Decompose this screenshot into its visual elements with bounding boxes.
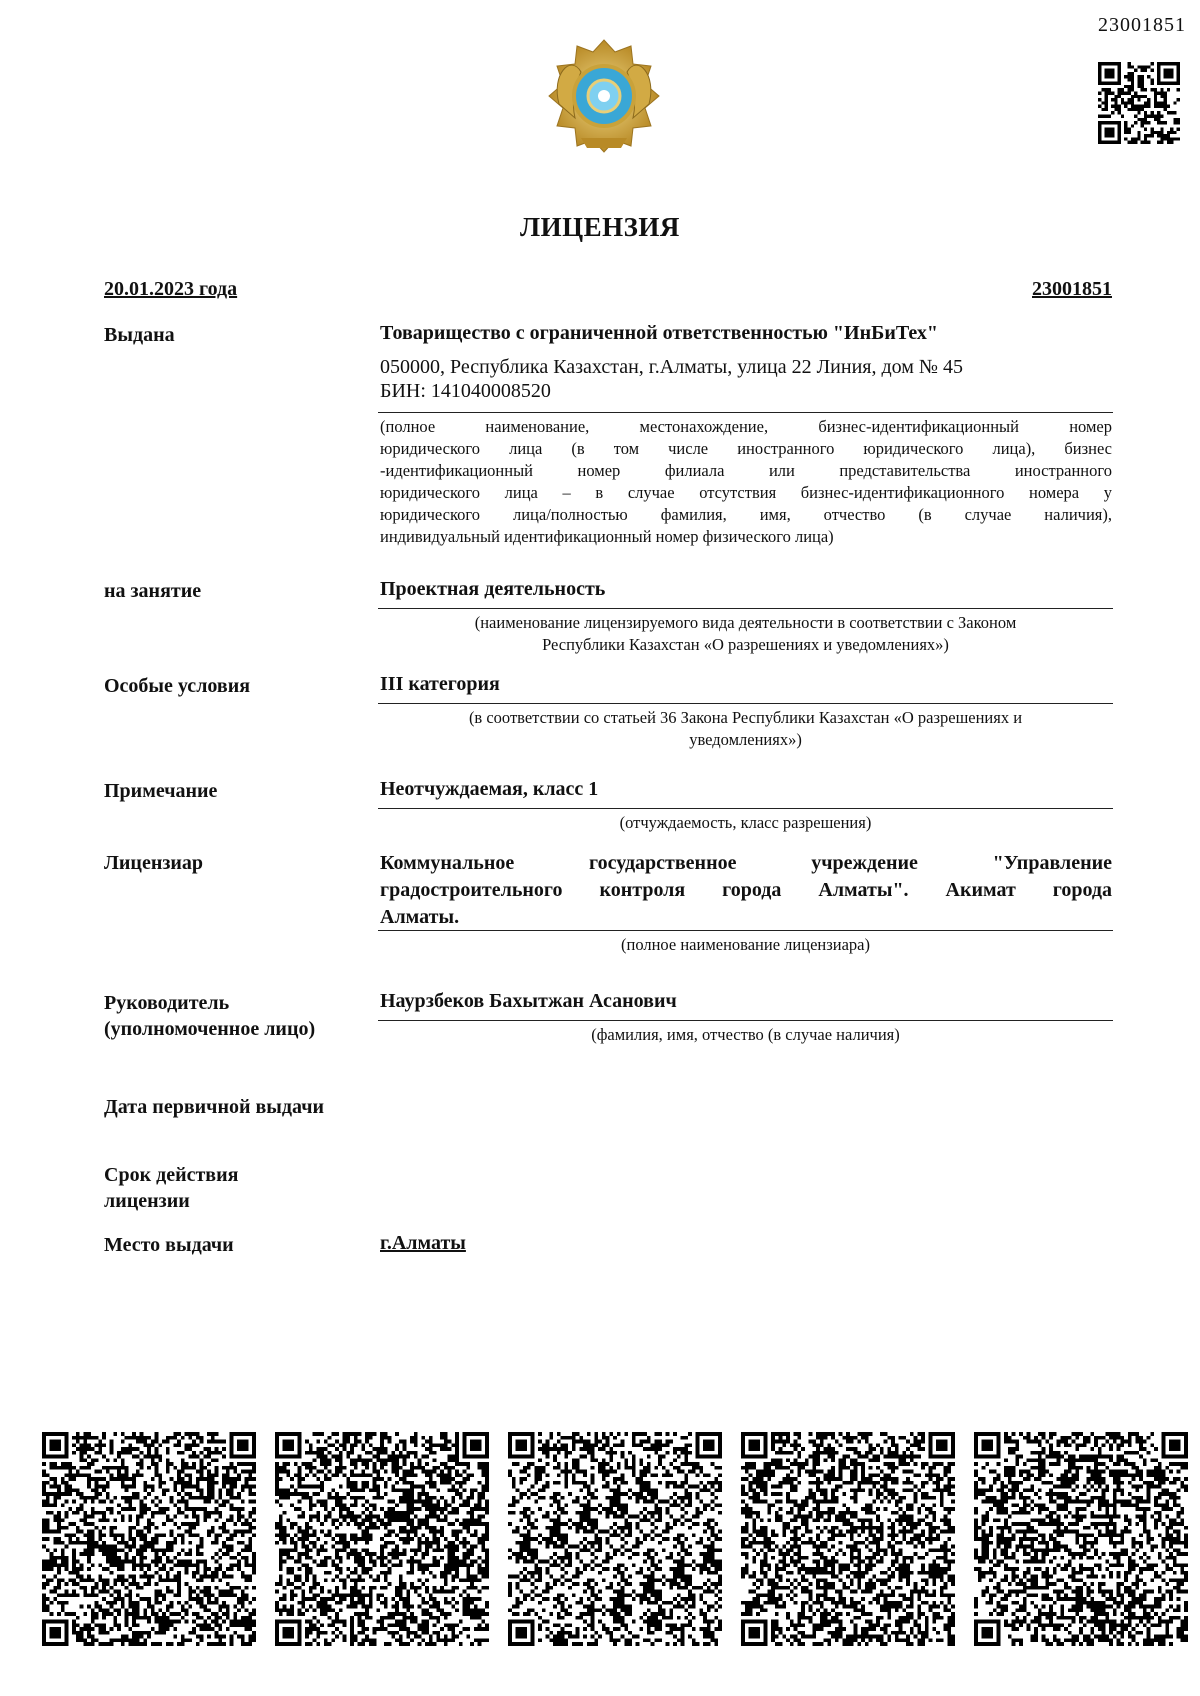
issued-to-note-line: индивидуальный идентификационный номер физического лица) xyxy=(380,527,834,546)
qr-code-icon xyxy=(42,1432,256,1646)
licensor-note: (полное наименование лицензиара) xyxy=(621,935,870,954)
licensor-label: Лицензиар xyxy=(104,852,204,874)
issued-to-note xyxy=(380,416,1112,548)
activity-note xyxy=(378,612,1113,656)
qr-code-icon xyxy=(974,1432,1188,1646)
issued-to-note-line: юридического лица/полностью фамилия, имя, отчество (в случае наличия), xyxy=(380,505,1112,524)
issue-date: 20.01.2023 года xyxy=(104,278,238,300)
head-label xyxy=(104,990,374,1042)
qr-code-icon xyxy=(508,1432,722,1646)
remark-underline xyxy=(378,808,1113,809)
issued-to-underline xyxy=(378,412,1113,413)
licensor-value-line: градостроительного контроля города Алматы". Акимат города xyxy=(380,879,1112,901)
special-conditions-label: Особые условия xyxy=(104,675,251,697)
activity-note-line: Республики Казахстан «О разрешениях и уведомлениях») xyxy=(542,635,949,654)
qr-code-icon xyxy=(1098,62,1180,144)
kazakhstan-state-emblem-icon xyxy=(541,34,667,160)
special-conditions-note xyxy=(378,707,1113,751)
activity-value: Проектная деятельность xyxy=(380,578,606,600)
activity-underline xyxy=(378,608,1113,609)
remark-value: Неотчуждаемая, класс 1 xyxy=(380,778,599,800)
issued-to-address: 050000, Республика Казахстан, г.Алматы, улица 22 Линия, дом № 45 xyxy=(380,356,964,378)
head-label-line: (уполномоченное лицо) xyxy=(104,1018,316,1040)
first-issue-label: Дата первичной выдачи xyxy=(104,1096,325,1118)
licensor-value-line: Коммунальное государственное учреждение "Управление xyxy=(380,852,1112,874)
head-note: (фамилия, имя, отчество (в случае наличия) xyxy=(591,1025,900,1044)
place-value: г.Алматы xyxy=(380,1232,466,1254)
issued-to-note-line: (полное наименование, местонахождение, бизнес-идентификационный номер xyxy=(380,417,1112,436)
issued-to-label: Выдана xyxy=(104,324,175,346)
special-conditions-underline xyxy=(378,703,1113,704)
licensor-underline xyxy=(378,930,1113,931)
remark-label: Примечание xyxy=(104,780,218,802)
special-conditions-note-line: (в соответствии со статьей 36 Закона Республики Казахстан «О разрешениях и xyxy=(468,708,1023,727)
qr-code-icon xyxy=(741,1432,955,1646)
issued-to-note-line: юридического лица (в том числе иностранного юридического лица), бизнес xyxy=(380,439,1112,458)
validity-label-line: Срок действия xyxy=(104,1164,239,1186)
issued-to-bin: БИН: 141040008520 xyxy=(380,380,551,402)
activity-note-line: (наименование лицензируемого вида деятельности в соответствии с Законом xyxy=(474,613,1017,632)
special-conditions-value: III категория xyxy=(380,673,500,695)
licensor-value xyxy=(380,850,1112,931)
issued-to-note-line: -идентификационный номер филиала или представительства иностранного xyxy=(380,461,1112,480)
activity-label: на занятие xyxy=(104,580,202,602)
head-underline xyxy=(378,1020,1113,1021)
document-id-top: 23001851 xyxy=(1098,14,1186,36)
place-label: Место выдачи xyxy=(104,1234,234,1256)
special-conditions-note-line: уведомлениях») xyxy=(689,730,802,749)
remark-note: (отчуждаемость, класс разрешения) xyxy=(619,813,872,832)
qr-code-icon xyxy=(275,1432,489,1646)
validity-label xyxy=(104,1162,374,1214)
license-number: 23001851 xyxy=(1032,278,1112,300)
licensor-value-line: Алматы. xyxy=(380,906,460,928)
document-title: ЛИЦЕНЗИЯ xyxy=(520,212,680,242)
head-value: Наурзбеков Бахытжан Асанович xyxy=(380,990,677,1012)
validity-label-line: лицензии xyxy=(104,1190,190,1212)
issued-to-note-line: юридического лица – в случае отсутствия бизнес-идентификационного номера у xyxy=(380,483,1112,502)
head-label-line: Руководитель xyxy=(104,992,230,1014)
issued-to-org-name: Товарищество с ограниченной ответственностью "ИнБиТех" xyxy=(380,322,938,344)
